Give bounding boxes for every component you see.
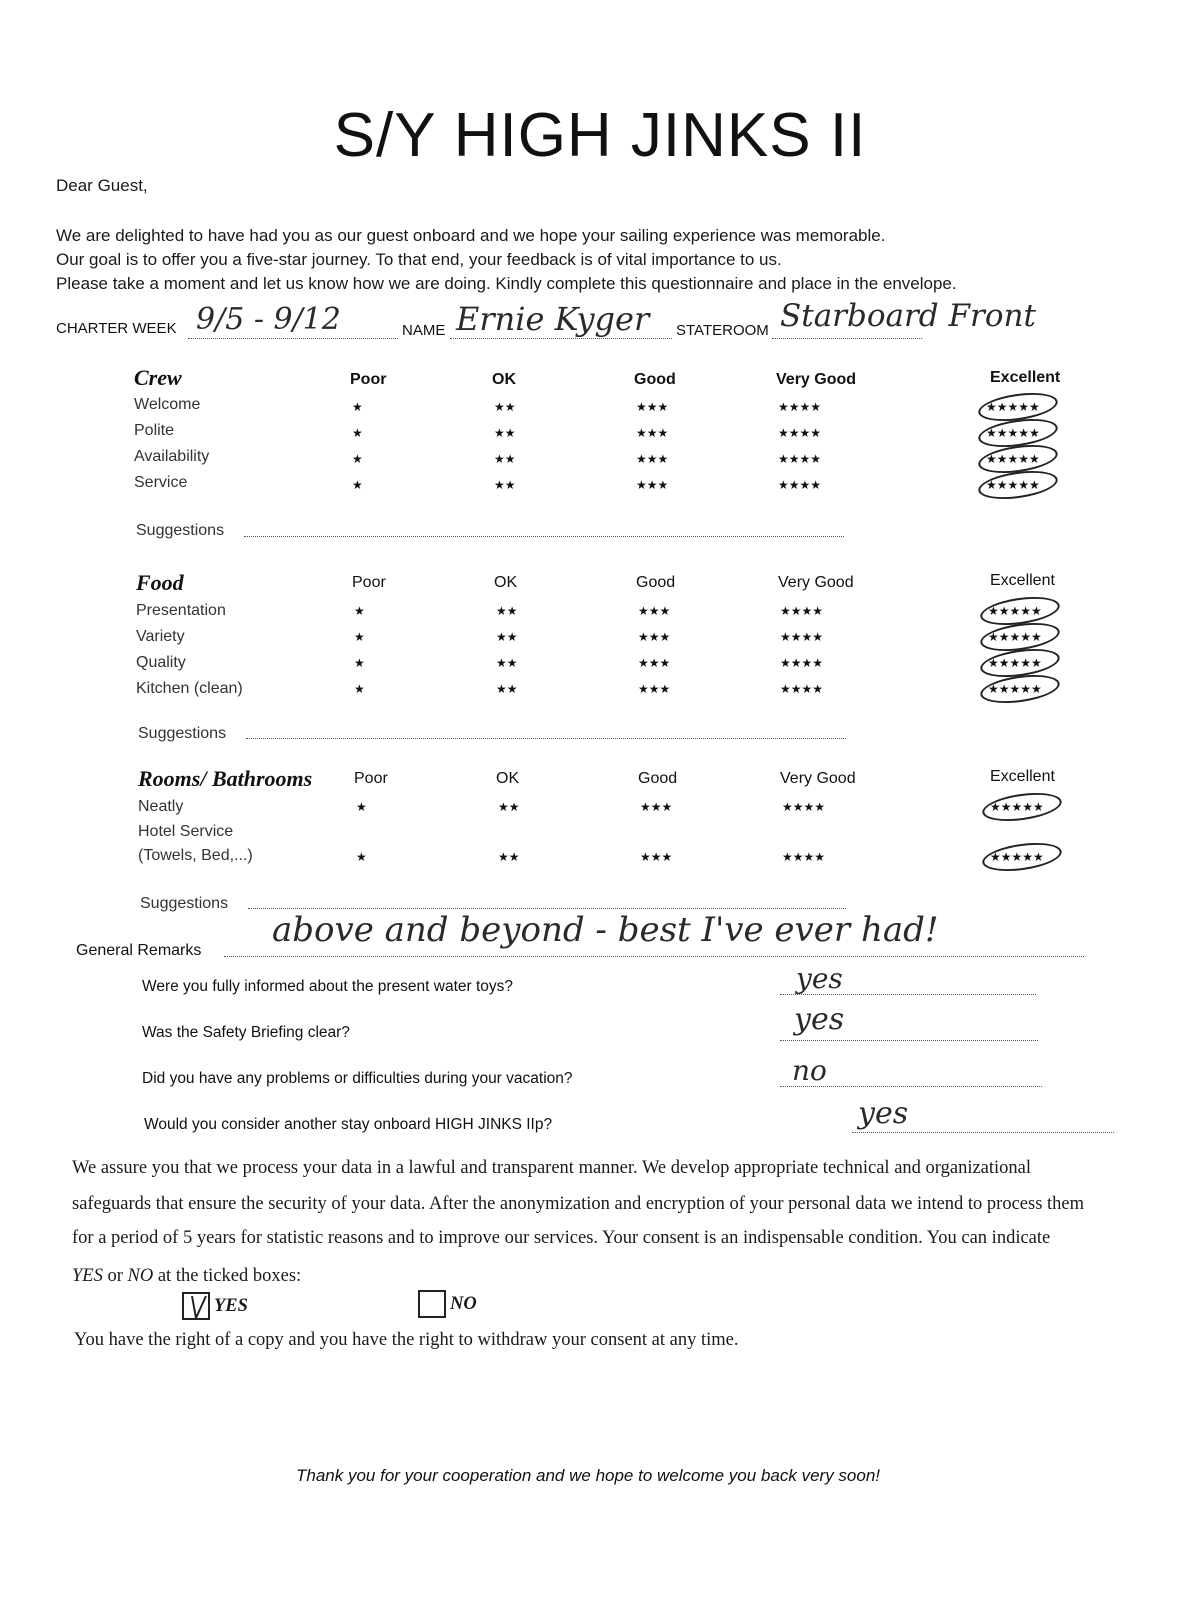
answer-line-safety-briefing bbox=[780, 1040, 1038, 1041]
rating-ok-stars[interactable]: ★★ bbox=[496, 682, 518, 696]
crew-row-polite: Polite bbox=[134, 422, 175, 439]
crew-section-title: Crew bbox=[134, 365, 182, 390]
intro-line-3: Please take a moment and let us know how we are doing. Kindly complete this questionnaire and place in the envelope. bbox=[56, 274, 957, 293]
crew-col-ok: OK bbox=[492, 371, 516, 388]
charter-week-line bbox=[188, 338, 398, 339]
question-water-toys: Were you fully informed about the present water toys? bbox=[142, 978, 514, 995]
checkmark-icon bbox=[182, 1292, 210, 1320]
rating-ok-stars[interactable]: ★★ bbox=[494, 452, 516, 466]
rating-very-good-stars[interactable]: ★★★★ bbox=[778, 400, 822, 414]
consent-no-checkbox[interactable] bbox=[418, 1290, 446, 1318]
page-title: S/Y HIGH JINKS II bbox=[333, 101, 867, 170]
charter-week-value[interactable]: 9/5 - 9/12 bbox=[196, 302, 341, 337]
rooms-col-ok: OK bbox=[496, 770, 520, 787]
privacy-rights: You have the right of a copy and you have the right to withdraw your consent at any time. bbox=[74, 1330, 739, 1350]
rating-excellent-stars[interactable]: ★★★★★ bbox=[986, 400, 1040, 414]
privacy-line-1: We assure you that we process your data in a lawful and transparent manner. We develop appropriate technical and organizational bbox=[72, 1158, 1032, 1178]
name-value[interactable]: Ernie Kyger bbox=[456, 300, 650, 338]
charter-week-label: CHARTER WEEK bbox=[56, 320, 177, 337]
question-another-stay: Would you consider another stay onboard HIGH JINKS IIp? bbox=[144, 1116, 553, 1133]
rating-poor-stars[interactable]: ★ bbox=[356, 850, 367, 864]
crew-row-service: Service bbox=[134, 474, 188, 491]
footer-thanks: Thank you for your cooperation and we hope to welcome you back very soon! bbox=[296, 1466, 881, 1485]
privacy-line-4 bbox=[72, 1266, 301, 1287]
privacy-yes-word: YES bbox=[72, 1266, 103, 1286]
rooms-row-neatly: Neatly bbox=[138, 798, 184, 815]
rating-ok-stars[interactable]: ★★ bbox=[496, 656, 518, 670]
rating-excellent-stars[interactable]: ★★★★★ bbox=[986, 452, 1040, 466]
food-suggestions-label: Suggestions bbox=[138, 725, 227, 742]
rating-excellent-stars[interactable]: ★★★★★ bbox=[988, 656, 1042, 670]
crew-suggestions-label: Suggestions bbox=[136, 522, 225, 539]
name-label: NAME bbox=[402, 322, 446, 339]
crew-col-good: Good bbox=[634, 371, 676, 388]
crew-suggestions-line[interactable] bbox=[244, 536, 844, 537]
general-remarks-value[interactable]: above and beyond - best I've ever had! bbox=[272, 910, 939, 950]
rating-good-stars[interactable]: ★★★ bbox=[638, 656, 671, 670]
rating-good-stars[interactable]: ★★★ bbox=[640, 850, 673, 864]
rating-ok-stars[interactable]: ★★ bbox=[498, 800, 520, 814]
rating-ok-stars[interactable]: ★★ bbox=[496, 630, 518, 644]
answer-another-stay[interactable]: yes bbox=[858, 1096, 909, 1131]
answer-line-another-stay bbox=[852, 1132, 1114, 1133]
rooms-col-good: Good bbox=[638, 770, 678, 787]
food-row-quality: Quality bbox=[136, 654, 186, 671]
privacy-line-3: for a period of 5 years for statistic reasons and to improve our services. Your consent is an indispensable condition. You can indicate bbox=[72, 1228, 1051, 1248]
crew-col-very-good: Very Good bbox=[776, 371, 857, 388]
rooms-section-title: Rooms/ Bathrooms bbox=[138, 766, 313, 791]
intro-line-2: Our goal is to offer you a five-star journey. To that end, your feedback is of vital importance to us. bbox=[56, 250, 782, 269]
selected-rating-circle bbox=[981, 839, 1064, 876]
selected-rating-circle bbox=[979, 671, 1062, 708]
rating-ok-stars[interactable]: ★★ bbox=[494, 426, 516, 440]
rating-good-stars[interactable]: ★★★ bbox=[640, 800, 673, 814]
consent-yes-checkbox[interactable] bbox=[182, 1292, 210, 1320]
rating-good-stars[interactable]: ★★★ bbox=[638, 604, 671, 618]
rating-poor-stars[interactable]: ★ bbox=[352, 478, 363, 492]
rooms-col-poor: Poor bbox=[354, 770, 388, 787]
food-col-poor: Poor bbox=[352, 574, 386, 591]
rating-good-stars[interactable]: ★★★ bbox=[636, 478, 669, 492]
name-line bbox=[450, 338, 672, 339]
rating-excellent-stars[interactable]: ★★★★★ bbox=[988, 682, 1042, 696]
general-remarks-label: General Remarks bbox=[76, 942, 202, 959]
rating-good-stars[interactable]: ★★★ bbox=[636, 400, 669, 414]
privacy-tail: at the ticked boxes: bbox=[153, 1266, 302, 1286]
rating-excellent-stars[interactable]: ★★★★★ bbox=[988, 630, 1042, 644]
selected-rating-circle bbox=[981, 789, 1064, 826]
rating-very-good-stars[interactable]: ★★★★ bbox=[780, 630, 824, 644]
rating-good-stars[interactable]: ★★★ bbox=[638, 682, 671, 696]
rating-ok-stars[interactable]: ★★ bbox=[496, 604, 518, 618]
privacy-no-word: NO bbox=[127, 1266, 154, 1286]
greeting: Dear Guest, bbox=[56, 176, 148, 195]
rating-excellent-stars[interactable]: ★★★★★ bbox=[990, 850, 1044, 864]
rating-excellent-stars[interactable]: ★★★★★ bbox=[986, 478, 1040, 492]
food-section-title: Food bbox=[136, 570, 184, 595]
rating-very-good-stars[interactable]: ★★★★ bbox=[780, 656, 824, 670]
rating-very-good-stars[interactable]: ★★★★ bbox=[778, 478, 822, 492]
rooms-suggestions-label: Suggestions bbox=[140, 895, 229, 912]
food-suggestions-line[interactable] bbox=[246, 738, 846, 739]
intro-line-1: We are delighted to have had you as our guest onboard and we hope your sailing experience was memorable. bbox=[56, 226, 886, 245]
answer-problems[interactable]: no bbox=[792, 1054, 827, 1087]
selected-rating-circle bbox=[977, 467, 1060, 504]
rating-excellent-stars[interactable]: ★★★★★ bbox=[986, 426, 1040, 440]
answer-safety-briefing[interactable]: yes bbox=[794, 1002, 845, 1037]
rooms-row-hotel-service: Hotel Service bbox=[138, 823, 234, 840]
rating-ok-stars[interactable]: ★★ bbox=[498, 850, 520, 864]
crew-row-availability: Availability bbox=[134, 448, 210, 465]
rating-poor-stars[interactable]: ★ bbox=[354, 630, 365, 644]
rating-poor-stars[interactable]: ★ bbox=[352, 426, 363, 440]
rating-excellent-stars[interactable]: ★★★★★ bbox=[988, 604, 1042, 618]
rooms-suggestions-line[interactable] bbox=[248, 908, 846, 909]
answer-water-toys[interactable]: yes bbox=[796, 962, 843, 995]
rating-very-good-stars[interactable]: ★★★★ bbox=[778, 452, 822, 466]
food-row-variety: Variety bbox=[136, 628, 185, 645]
crew-row-welcome: Welcome bbox=[134, 396, 201, 413]
crew-col-excellent: Excellent bbox=[990, 369, 1061, 386]
crew-col-poor: Poor bbox=[350, 371, 387, 388]
stateroom-label: STATEROOM bbox=[676, 322, 769, 339]
rating-very-good-stars[interactable]: ★★★★ bbox=[782, 850, 826, 864]
consent-yes-label: YES bbox=[214, 1296, 248, 1316]
privacy-line-2: safeguards that ensure the security of your data. After the anonymization and encryption of your personal data we intend to process them bbox=[72, 1194, 1085, 1214]
rating-very-good-stars[interactable]: ★★★★ bbox=[780, 682, 824, 696]
consent-no-label: NO bbox=[450, 1294, 477, 1314]
privacy-or-word: or bbox=[102, 1266, 128, 1286]
rating-very-good-stars[interactable]: ★★★★ bbox=[780, 604, 824, 618]
rating-poor-stars[interactable]: ★ bbox=[354, 682, 365, 696]
rating-very-good-stars[interactable]: ★★★★ bbox=[782, 800, 826, 814]
rating-ok-stars[interactable]: ★★ bbox=[494, 400, 516, 414]
general-remarks-line bbox=[224, 956, 1084, 957]
rating-poor-stars[interactable]: ★ bbox=[356, 800, 367, 814]
food-col-ok: OK bbox=[494, 574, 518, 591]
rating-good-stars[interactable]: ★★★ bbox=[636, 426, 669, 440]
food-col-very-good: Very Good bbox=[778, 574, 854, 591]
food-col-good: Good bbox=[636, 574, 676, 591]
rooms-col-excellent: Excellent bbox=[990, 768, 1055, 785]
rating-ok-stars[interactable]: ★★ bbox=[494, 478, 516, 492]
question-safety-briefing: Was the Safety Briefing clear? bbox=[142, 1024, 350, 1041]
rating-poor-stars[interactable]: ★ bbox=[354, 604, 365, 618]
rooms-row-towels-bed: (Towels, Bed,...) bbox=[138, 847, 253, 864]
rating-poor-stars[interactable]: ★ bbox=[352, 400, 363, 414]
rating-poor-stars[interactable]: ★ bbox=[352, 452, 363, 466]
rating-very-good-stars[interactable]: ★★★★ bbox=[778, 426, 822, 440]
food-row-presentation: Presentation bbox=[136, 602, 226, 619]
food-row-kitchen: Kitchen (clean) bbox=[136, 680, 243, 697]
food-col-excellent: Excellent bbox=[990, 572, 1055, 589]
stateroom-value[interactable]: Starboard Front bbox=[780, 298, 1036, 334]
rating-poor-stars[interactable]: ★ bbox=[354, 656, 365, 670]
rating-good-stars[interactable]: ★★★ bbox=[636, 452, 669, 466]
stateroom-line bbox=[772, 338, 922, 339]
rooms-col-very-good: Very Good bbox=[780, 770, 856, 787]
rating-good-stars[interactable]: ★★★ bbox=[638, 630, 671, 644]
rating-excellent-stars[interactable]: ★★★★★ bbox=[990, 800, 1044, 814]
question-problems: Did you have any problems or difficulties during your vacation? bbox=[142, 1070, 573, 1087]
